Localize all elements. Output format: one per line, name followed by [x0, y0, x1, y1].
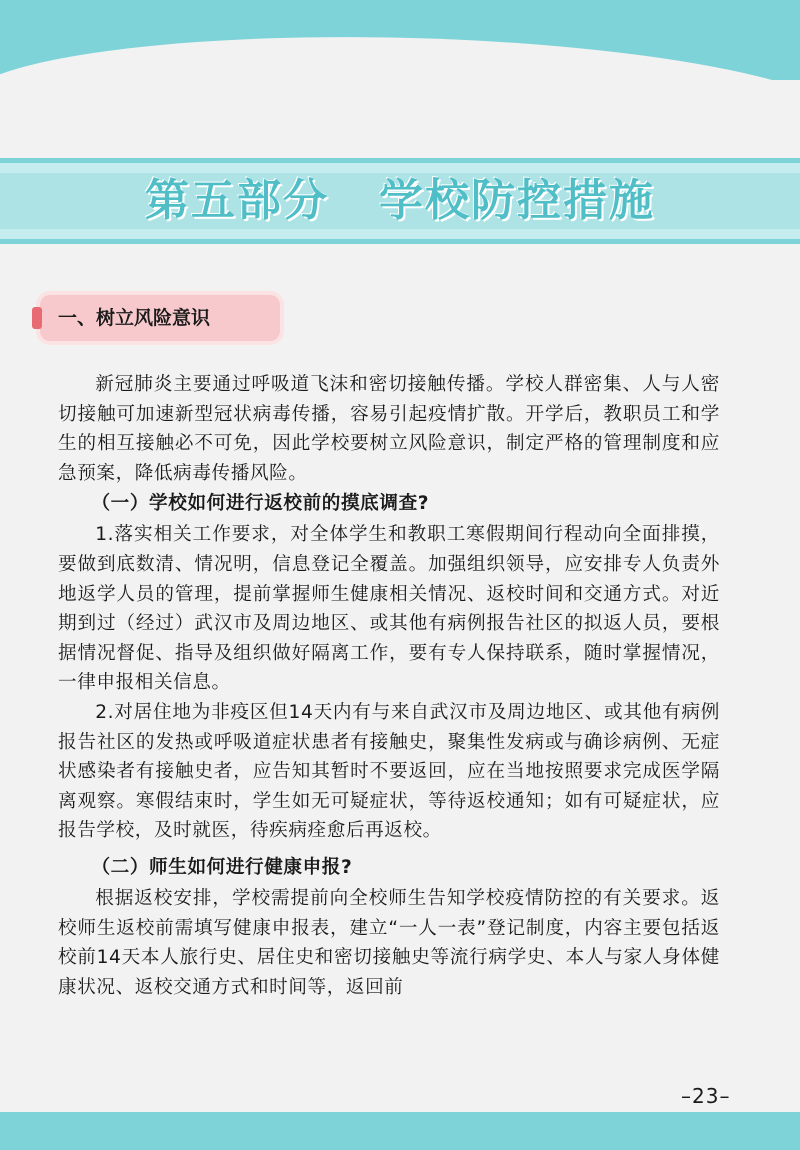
- page-number: –23–: [681, 1084, 731, 1108]
- paragraph-1-2: 2.对居住地为非疫区但14天内有与来自武汉市及周边地区、或其他有病例报告社区的发热或呼吸道症状患者有接触史，聚集性发病或与确诊病例、无症状感染者有接触史者，应告知其暂时不要返回，应在当地按照要求完成医学隔离观察。寒假结束时，学生如无可疑症状，等待返校通知；如有可疑症状，应报告学校，及时就医，待疾病痊愈后再返校。: [58, 701, 720, 842]
- chapter-title: [0, 168, 800, 234]
- section-heading: 一、树立风险意识: [58, 307, 211, 329]
- bottom-decorative-band: [0, 1112, 800, 1150]
- paragraph-1-1: 1.落实相关工作要求，对全体学生和教职工寒假期间行程动向全面排摸，要做到底数清、情况明，信息登记全覆盖。加强组织领导，应安排专人负责外地返学人员的管理，提前掌握师生健康相关情况、返校时间和交通方式。对近期到过（经过）武汉市及周边地区、或其他有病例报告社区的拟返人员，要根据情况督促、指导及组织做好隔离工作，要有专人保持联系，随时掌握情况，一律申报相关信息。: [58, 524, 720, 694]
- body-text: [58, 370, 720, 1002]
- chapter-part: 第五部分: [145, 175, 329, 226]
- paragraph-2-1: 根据返校安排，学校需提前向全校师生告知学校疫情防控的有关要求。返校师生返校前需填写健康申报表，建立“一人一表”登记制度，内容主要包括返校前14天本人旅行史、居住史和密切接触史等流行病学史、本人与家人身体健康状况、返校交通方式和时间等，返回前: [58, 887, 720, 998]
- section-tag-accent: [32, 307, 42, 329]
- intro-paragraph: 新冠肺炎主要通过呼吸道飞沫和密切接触传播。学校人群密集、人与人密切接触可加速新型冠状病毒传播，容易引起疫情扩散。开学后，教职员工和学生的相互接触必不可免，因此学校要树立风险意识，制定严格的管理制度和应急预案，降低病毒传播风险。: [58, 374, 720, 484]
- subsection-heading-2: （二）师生如何进行健康申报?: [91, 856, 353, 878]
- section-heading-tag: [40, 295, 280, 341]
- chapter-name: 学校防控措施: [379, 175, 655, 226]
- subsection-heading-1: （一）学校如何进行返校前的摸底调查?: [91, 493, 430, 515]
